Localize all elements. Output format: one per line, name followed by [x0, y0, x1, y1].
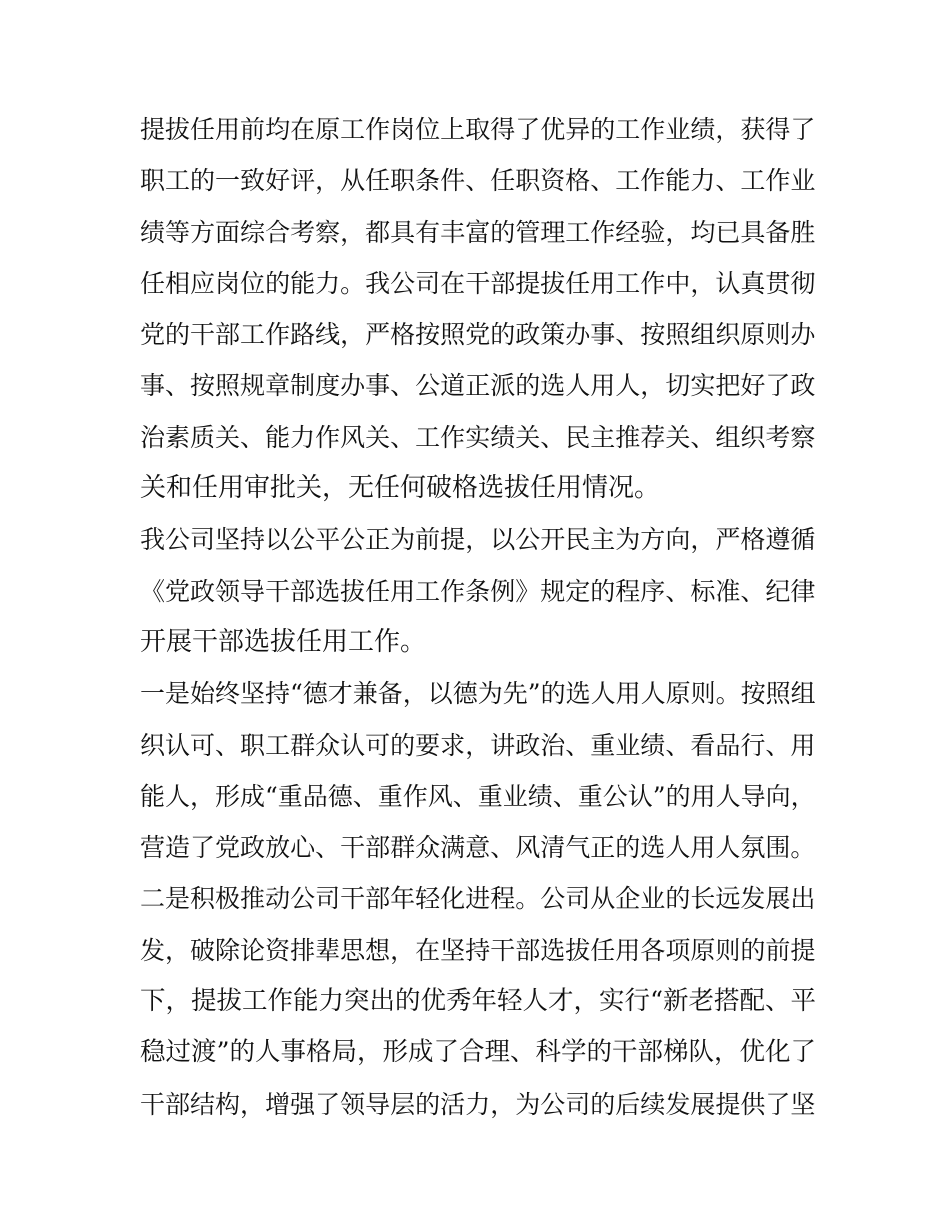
text-line: 任相应岗位的能力。我公司在干部提拔任用工作中，认真贯彻 [140, 268, 816, 298]
text-line: 下，提拔工作能力突出的优秀年轻人才，实行“新老搭配、平 [140, 986, 817, 1017]
text-line: 干部结构，增强了领导层的活力，为公司的后续发展提供了坚 [140, 1089, 816, 1119]
text-line: 稳过渡”的人事格局，形成了合理、科学的干部梯队，优化了 [140, 1037, 817, 1068]
text-line: 发，破除论资排辈思想，在坚持干部选拔任用各项原则的前提 [140, 935, 816, 965]
text-line: 绩等方面综合考察，都具有丰富的管理工作经验，均已具备胜 [140, 217, 816, 247]
text-line: 提拔任用前均在原工作岗位上取得了优异的工作业绩，获得了 [140, 115, 816, 144]
text-line: 二是积极推动公司干部年轻化进程。公司从企业的长远发展出 [140, 884, 816, 914]
text-line: 一是始终坚持“德才兼备，以德为先”的选人用人原则。按照组 [140, 679, 816, 709]
text-line: 我公司坚持以公平公正为前提，以公开民主为方向，严格遵循 [140, 525, 816, 555]
text-line: 事、按照规章制度办事、公道正派的选人用人，切实把好了政 [140, 371, 816, 401]
text-line: 能人，形成“重品德、重作风、重业绩、重公认”的用人导向， [140, 781, 816, 811]
text-line: 关和任用审批关，无任何破格选拔任用情况。 [140, 473, 661, 504]
text-line: 党的干部工作路线，严格按照党的政策办事、按照组织原则办 [140, 320, 816, 350]
text-line: 治素质关、能力作风关、工作实绩关、民主推荐关、组织考察 [140, 422, 816, 452]
text-line: 织认可、职工群众认可的要求，讲政治、重业绩、看品行、用 [140, 730, 816, 760]
text-line: 开展干部选拔任用工作。 [140, 626, 427, 657]
document-body [140, 104, 816, 1130]
text-line: 营造了党政放心、干部群众满意、风清气正的选人用人氛围。 [140, 833, 816, 863]
text-line: 职工的一致好评，从任职条件、任职资格、工作能力、工作业 [140, 166, 816, 196]
text-line: 《党政领导干部选拔任用工作条例》规定的程序、标准、纪律 [140, 576, 816, 606]
